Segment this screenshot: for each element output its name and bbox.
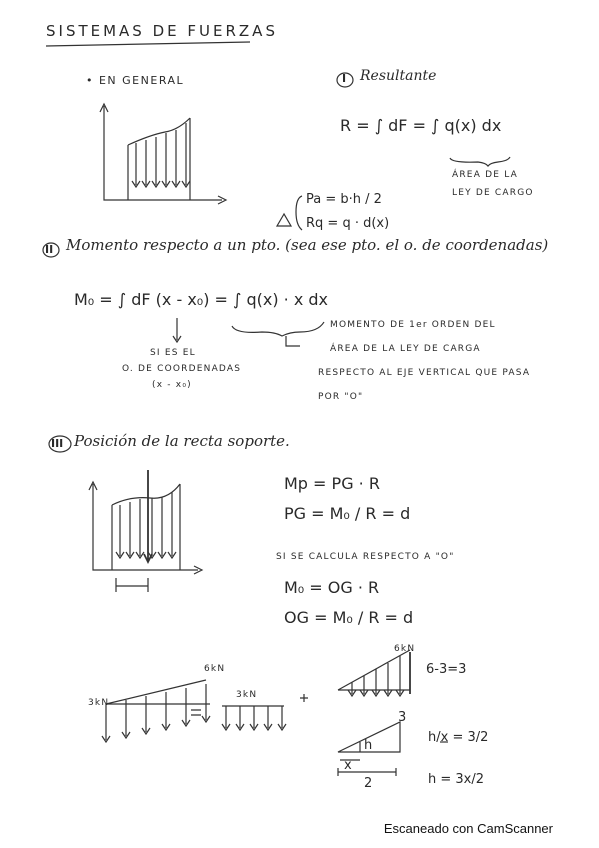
moment-formula: M₀ = ∫ dF (x - x₀) = ∫ q(x) · x dx: [74, 290, 328, 309]
section-3-numeral: III: [51, 437, 64, 450]
example-calc: 6-3=3: [426, 662, 467, 677]
section-2-title: Momento respecto a un pto. (sea ese pto. el o. de coordenadas): [66, 236, 549, 254]
moment-note-line2: ÁREA DE LA LEY DE CARGA: [330, 344, 481, 354]
example-left-load-a: 3kN: [88, 698, 110, 708]
section-1-numeral: I: [342, 72, 347, 85]
origin-note-line1: SI ES EL: [150, 348, 196, 358]
area-note-line2: LEY DE CARGO: [452, 188, 534, 198]
example-h-result: h = 3x/2: [428, 772, 485, 787]
example-triangle-load: 6kN: [394, 644, 416, 654]
example-height-3: 3: [398, 710, 407, 725]
section-3-eq2: PG = M₀ / R = d: [284, 504, 411, 523]
example-length-2: 2: [364, 776, 373, 791]
camscanner-watermark: Escaneado con CamScanner: [383, 821, 553, 836]
section-3-title: Posición de la recta soporte.: [74, 432, 290, 450]
example-x-label: x: [344, 758, 352, 773]
section-1-title: Resultante: [360, 68, 437, 84]
moment-note-line4: POR "O": [318, 392, 364, 402]
section-3-eq3: M₀ = OG · R: [284, 578, 380, 597]
example-rect-load: 3kN: [236, 690, 258, 700]
origin-note-line2: O. DE COORDENADAS: [122, 364, 242, 374]
section-3-note: SI SE CALCULA RESPECTO A "O": [276, 552, 455, 562]
moment-note-line1: MOMENTO DE 1er ORDEN DEL: [330, 320, 496, 330]
general-heading: • EN GENERAL: [86, 74, 185, 87]
origin-note-line3: (x - x₀): [152, 380, 192, 390]
section-2-numeral: II: [45, 243, 54, 256]
page-title: SISTEMAS DE FUERZAS: [46, 22, 278, 40]
moment-note-line3: RESPECTO AL EJE VERTICAL QUE PASA: [318, 368, 531, 378]
section-3-eq1: Mp = PG · R: [284, 474, 380, 493]
example-ratio: h/x = 3/2: [428, 730, 489, 745]
area-note-line1: ÁREA DE LA: [452, 170, 518, 180]
condition-2: Rq = q · d(x): [306, 216, 390, 231]
example-h-label: h: [364, 738, 373, 753]
section-3-eq4: OG = M₀ / R = d: [284, 608, 414, 627]
resultant-formula: R = ∫ dF = ∫ q(x) dx: [340, 116, 502, 135]
example-left-load-b: 6kN: [204, 664, 226, 674]
condition-1: Pa = b·h / 2: [306, 192, 382, 207]
